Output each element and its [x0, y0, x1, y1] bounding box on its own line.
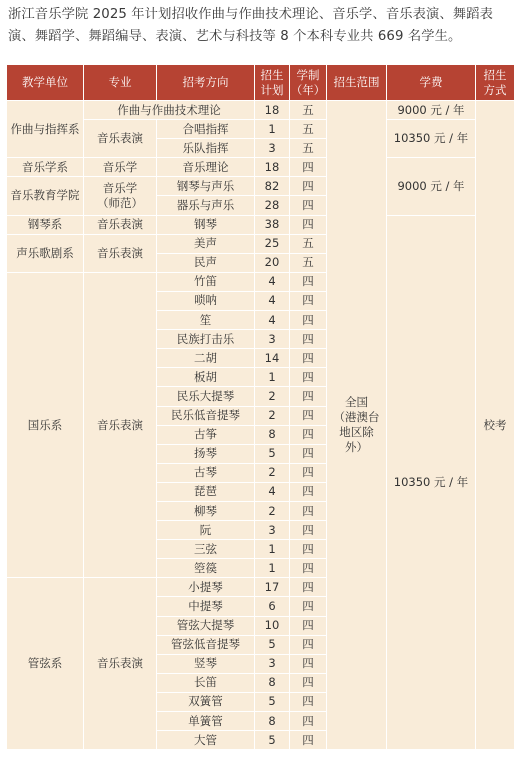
- plan-cell: 8: [255, 673, 290, 692]
- header-direction: 招考方向: [157, 65, 255, 101]
- plan-cell: 4: [255, 272, 290, 291]
- plan-cell: 2: [255, 406, 290, 425]
- years-cell: 四: [290, 501, 327, 520]
- years-cell: 五: [290, 101, 327, 120]
- direction-cell: 二胡: [157, 349, 255, 368]
- direction-cell: 中提琴: [157, 597, 255, 616]
- direction-cell: 笙: [157, 311, 255, 330]
- years-cell: 四: [290, 215, 327, 234]
- plan-cell: 38: [255, 215, 290, 234]
- major-cell: 音乐学: [84, 158, 157, 177]
- plan-cell: 2: [255, 463, 290, 482]
- direction-cell: 民族打击乐: [157, 330, 255, 349]
- direction-cell: 双簧管: [157, 692, 255, 711]
- years-cell: 四: [290, 272, 327, 291]
- table-row: [7, 158, 515, 177]
- header-row: [7, 65, 515, 101]
- plan-cell: 1: [255, 559, 290, 578]
- header-years: 学制 （年）: [290, 65, 327, 101]
- years-cell: 四: [290, 463, 327, 482]
- unit-cell: 音乐学系: [7, 158, 84, 177]
- direction-cell: 器乐与声乐: [157, 196, 255, 215]
- unit-cell: 国乐系: [7, 272, 84, 578]
- direction-cell: 民声: [157, 253, 255, 272]
- plan-cell: 5: [255, 692, 290, 711]
- table-row: [7, 215, 515, 234]
- plan-cell: 25: [255, 234, 290, 253]
- years-cell: 四: [290, 406, 327, 425]
- years-cell: 四: [290, 712, 327, 731]
- direction-cell: 板胡: [157, 368, 255, 387]
- direction-cell: 单簧管: [157, 712, 255, 731]
- direction-cell: 小提琴: [157, 578, 255, 597]
- years-cell: 四: [290, 597, 327, 616]
- direction-cell: 柳琴: [157, 501, 255, 520]
- scope-cell: 全国 （港澳台 地区除 外）: [327, 101, 387, 750]
- plan-cell: 18: [255, 158, 290, 177]
- major-cell: 音乐表演: [84, 120, 157, 158]
- plan-cell: 8: [255, 712, 290, 731]
- plan-cell: 14: [255, 349, 290, 368]
- years-cell: 四: [290, 559, 327, 578]
- direction-cell: 民乐低音提琴: [157, 406, 255, 425]
- major-cell: 音乐学 （师范）: [84, 177, 157, 215]
- direction-cell: 美声: [157, 234, 255, 253]
- direction-cell: 管弦低音提琴: [157, 635, 255, 654]
- years-cell: 四: [290, 578, 327, 597]
- plan-cell: 4: [255, 291, 290, 310]
- years-cell: 四: [290, 330, 327, 349]
- years-cell: 四: [290, 291, 327, 310]
- years-cell: 四: [290, 387, 327, 406]
- years-cell: 五: [290, 253, 327, 272]
- direction-cell: 民乐大提琴: [157, 387, 255, 406]
- intro-paragraph: 浙江音乐学院 2025 年计划招收作曲与作曲技术理论、音乐学、音乐表演、舞蹈表演、舞蹈学、舞蹈编导、表演、艺术与科技等 8 个本科专业共 669 名学生。: [8, 7, 493, 44]
- years-cell: 四: [290, 311, 327, 330]
- years-cell: 四: [290, 177, 327, 196]
- years-cell: 四: [290, 444, 327, 463]
- unit-cell: 声乐歌剧系: [7, 234, 84, 272]
- plan-cell: 28: [255, 196, 290, 215]
- fee-cell: 10350 元 / 年: [387, 215, 476, 750]
- plan-cell: 3: [255, 521, 290, 540]
- direction-cell: 音乐理论: [157, 158, 255, 177]
- plan-cell: 1: [255, 368, 290, 387]
- unit-cell: 作曲与指挥系: [7, 101, 84, 158]
- years-cell: 五: [290, 139, 327, 158]
- direction-cell: 箜篌: [157, 559, 255, 578]
- years-cell: 五: [290, 120, 327, 139]
- header-major: 专业: [84, 65, 157, 101]
- direction-cell: 竹笛: [157, 272, 255, 291]
- direction-cell: 阮: [157, 521, 255, 540]
- years-cell: 四: [290, 635, 327, 654]
- unit-cell: 钢琴系: [7, 215, 84, 234]
- major-cell: 音乐表演: [84, 234, 157, 272]
- years-cell: 四: [290, 349, 327, 368]
- years-cell: 四: [290, 540, 327, 559]
- plan-cell: 6: [255, 597, 290, 616]
- years-cell: 四: [290, 731, 327, 750]
- direction-cell: 管弦大提琴: [157, 616, 255, 635]
- method-cell: 校考: [476, 101, 515, 750]
- fee-cell: 9000 元 / 年: [387, 101, 476, 120]
- plan-cell: 5: [255, 635, 290, 654]
- direction-cell: 作曲与作曲技术理论: [84, 101, 255, 120]
- fee-cell: 9000 元 / 年: [387, 158, 476, 215]
- unit-cell: 音乐教育学院: [7, 177, 84, 215]
- years-cell: 四: [290, 654, 327, 673]
- direction-cell: 大管: [157, 731, 255, 750]
- direction-cell: 古筝: [157, 425, 255, 444]
- plan-cell: 2: [255, 387, 290, 406]
- plan-cell: 4: [255, 311, 290, 330]
- direction-cell: 古琴: [157, 463, 255, 482]
- major-cell: 音乐表演: [84, 215, 157, 234]
- header-scope: 招生范围: [327, 65, 387, 101]
- direction-cell: 钢琴与声乐: [157, 177, 255, 196]
- header-fee: 学费: [387, 65, 476, 101]
- years-cell: 四: [290, 425, 327, 444]
- years-cell: 四: [290, 692, 327, 711]
- plan-cell: 5: [255, 731, 290, 750]
- header-method: 招生 方式: [476, 65, 515, 101]
- years-cell: 四: [290, 196, 327, 215]
- plan-cell: 5: [255, 444, 290, 463]
- plan-cell: 18: [255, 101, 290, 120]
- header-plan: 招生 计划: [255, 65, 290, 101]
- plan-cell: 10: [255, 616, 290, 635]
- plan-cell: 4: [255, 482, 290, 501]
- plan-cell: 3: [255, 654, 290, 673]
- years-cell: 四: [290, 616, 327, 635]
- years-cell: 四: [290, 673, 327, 692]
- header-unit: 教学单位: [7, 65, 84, 101]
- plan-cell: 20: [255, 253, 290, 272]
- direction-cell: 竖琴: [157, 654, 255, 673]
- years-cell: 四: [290, 521, 327, 540]
- plan-cell: 17: [255, 578, 290, 597]
- plan-cell: 3: [255, 330, 290, 349]
- direction-cell: 三弦: [157, 540, 255, 559]
- plan-cell: 3: [255, 139, 290, 158]
- years-cell: 四: [290, 482, 327, 501]
- direction-cell: 钢琴: [157, 215, 255, 234]
- years-cell: 四: [290, 158, 327, 177]
- table-row: [7, 101, 515, 120]
- direction-cell: 唢呐: [157, 291, 255, 310]
- direction-cell: 长笛: [157, 673, 255, 692]
- plan-cell: 2: [255, 501, 290, 520]
- major-cell: 音乐表演: [84, 272, 157, 578]
- plan-cell: 1: [255, 540, 290, 559]
- plan-cell: 1: [255, 120, 290, 139]
- table-row: [7, 120, 515, 139]
- direction-cell: 乐队指挥: [157, 139, 255, 158]
- direction-cell: 扬琴: [157, 444, 255, 463]
- unit-cell: 管弦系: [7, 578, 84, 750]
- admissions-table: [6, 64, 515, 750]
- plan-cell: 8: [255, 425, 290, 444]
- fee-cell: 10350 元 / 年: [387, 120, 476, 158]
- plan-cell: 82: [255, 177, 290, 196]
- years-cell: 四: [290, 368, 327, 387]
- direction-cell: 琵琶: [157, 482, 255, 501]
- years-cell: 五: [290, 234, 327, 253]
- direction-cell: 合唱指挥: [157, 120, 255, 139]
- major-cell: 音乐表演: [84, 578, 157, 750]
